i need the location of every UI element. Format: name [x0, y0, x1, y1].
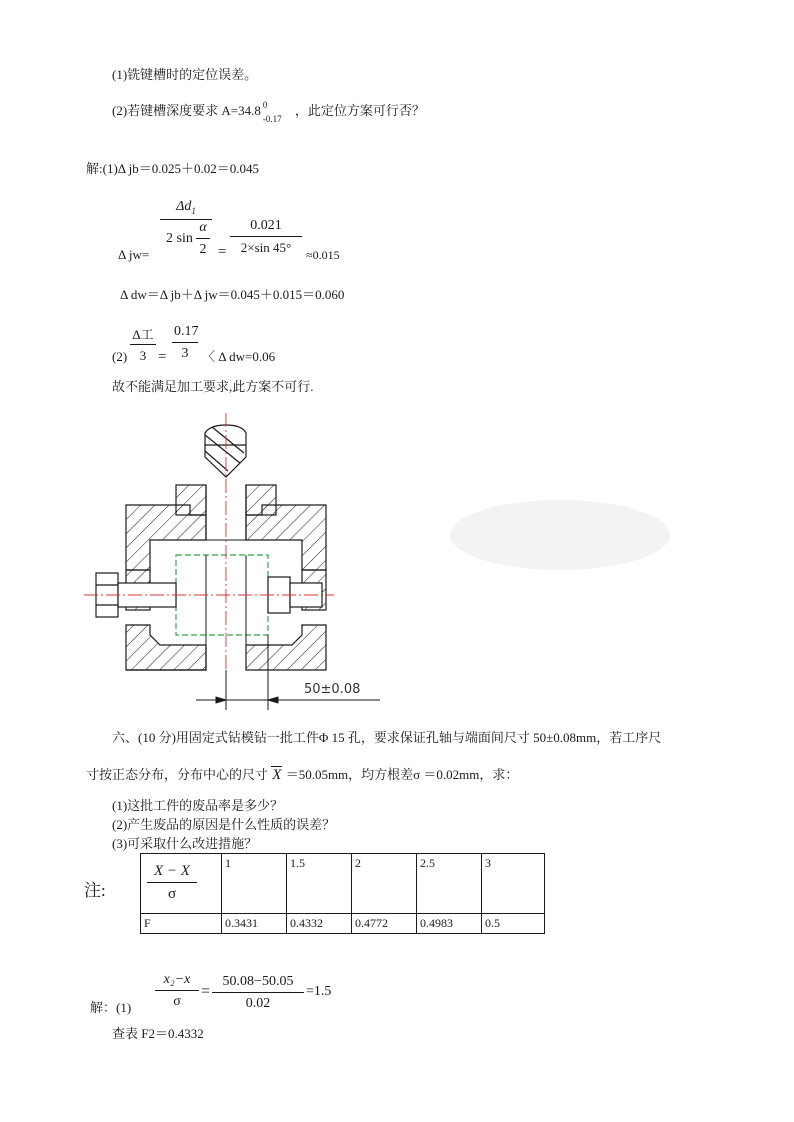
frac4-num: 0.17	[174, 324, 199, 339]
q5-item-2-post: ，此定位方案可行否？	[294, 103, 425, 118]
table-cell: 2	[352, 854, 417, 914]
normal-distribution-table	[140, 853, 545, 934]
frac1-num: Δd	[176, 199, 192, 214]
frac3-num: Δ工	[132, 327, 154, 342]
frac3-den: 3	[139, 348, 147, 363]
table-cell: 3	[482, 854, 545, 914]
frac1-den-pre: 2 sin	[166, 231, 193, 246]
sol6-frac-den: σ	[173, 994, 181, 1009]
fraction-0021	[230, 219, 302, 254]
q6-item2: (2)产生废品的原因是什么性质的误差？	[112, 817, 336, 832]
q6-line2-post: ＝50.05mm，均方根差σ ＝0.02mm，求：	[285, 767, 519, 782]
compare-result: 〈 Δ dw=0.06	[202, 349, 276, 364]
drill-bit	[205, 425, 246, 477]
q5-item-2	[112, 100, 425, 124]
q5-item-1: (1)铣键槽时的定位误差。	[112, 67, 258, 82]
table-cell: 2.5	[417, 854, 482, 914]
x-bar-symbol: X	[272, 767, 282, 783]
equals-sign-1: =	[218, 244, 227, 260]
tolerance-upper: 0	[262, 100, 268, 110]
sol6-lookup: 查表 F2＝0.4332	[112, 1026, 204, 1041]
frac1-den-num: α	[199, 220, 207, 235]
table-row	[141, 854, 545, 914]
drill-jig-drawing	[0, 405, 794, 735]
frac2-den: 2×sin 45°	[240, 240, 292, 255]
table-header-cell	[141, 854, 222, 914]
frac2-num: 0.021	[250, 218, 282, 233]
sol6-prefix: 解：(1)	[90, 1000, 132, 1015]
q6-line2-pre: 寸按正态分布，分布中心的尺寸	[86, 767, 269, 782]
sol6-equals: =	[201, 983, 211, 1000]
table-cell: 0.4772	[352, 914, 417, 934]
sol6-frac2-den: 0.02	[245, 996, 271, 1011]
dimension-label: 50±0.08	[304, 682, 361, 697]
part2-label: (2)	[112, 349, 128, 364]
solution5-line1	[86, 162, 259, 175]
fraction-delta-gong-3	[130, 328, 156, 362]
equals-sign-2: =	[158, 349, 167, 365]
faint-watermark	[450, 500, 670, 570]
table-cell: 0.3431	[222, 914, 287, 934]
q6-line2	[86, 768, 518, 783]
fraction-017-3	[172, 325, 198, 361]
fraction-50-08	[212, 975, 304, 1011]
q6-line1: 六、(10 分)用固定式钻模钻一批工件Φ 15 孔，要求保证孔轴与端面间尺寸 50±0.08mm，若工序尺	[112, 730, 662, 745]
solution-prefix: 解:(1)	[86, 161, 118, 176]
q5-item-2-pre: (2)若键槽深度要求 A=34.8	[112, 103, 261, 118]
delta-jb-equation: Δ jb＝0.025＋0.02＝0.045	[117, 161, 260, 176]
table-cell: F	[141, 914, 222, 934]
table-row	[141, 914, 545, 934]
frac1-num-sub: 1	[191, 205, 196, 216]
conclusion: 故不能满足加工要求,此方案不可行.	[112, 379, 314, 394]
table-cell: 0.5	[482, 914, 545, 934]
sol6-frac-num: x₂−x	[163, 972, 191, 987]
delta-jw-label: Δ jw=	[118, 247, 150, 262]
fraction-delta-d1	[160, 200, 212, 220]
approx-result: ≈0.015	[306, 248, 340, 262]
note-label: 注:	[84, 881, 106, 900]
header-fraction-num: X − X	[154, 863, 190, 879]
fraction-x2-minus-x	[155, 973, 199, 1009]
delta-dw-equation: Δ dw＝Δ jb＋Δ jw＝0.045＋0.015＝0.060	[120, 287, 345, 302]
table-cell: 1	[222, 854, 287, 914]
header-fraction-den: σ	[167, 886, 177, 902]
q6-item3: (3)可采取什么改进措施？	[112, 836, 258, 851]
fraction-alpha-over-2	[196, 221, 210, 257]
frac4-den: 3	[181, 346, 189, 361]
table-cell: 0.4332	[287, 914, 352, 934]
sol6-result: =1.5	[306, 984, 332, 999]
table-cell: 1.5	[287, 854, 352, 914]
table-cell: 0.4983	[417, 914, 482, 934]
q6-item1: (1)这批工件的废品率是多少？	[112, 798, 284, 813]
frac1-den-den: 2	[199, 242, 207, 257]
tolerance-lower: -0.17	[262, 114, 282, 124]
sol6-frac2-num: 50.08−50.05	[222, 974, 294, 989]
